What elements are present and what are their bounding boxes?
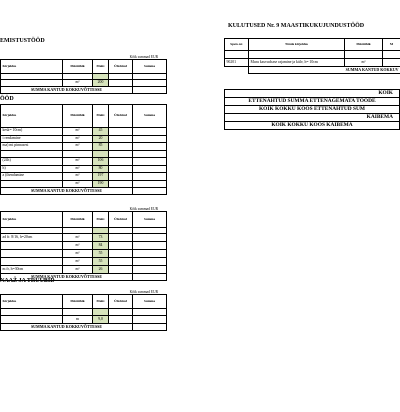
row-unit: m² — [63, 165, 93, 173]
row-qty: 55 — [93, 258, 109, 266]
row-sum — [133, 258, 167, 266]
row-qty — [383, 59, 400, 67]
row-desc — [1, 180, 63, 188]
row-sum — [133, 250, 167, 258]
section-a-total-label: SUMMA KANTUD KOKKUVÕTTESSE — [1, 87, 133, 94]
col-sum-header: Summa — [133, 295, 167, 309]
col-unit-header: Mõõtühik — [63, 60, 93, 74]
row-unit: m² — [63, 180, 93, 188]
row-sum — [133, 316, 167, 324]
row-price[interactable] — [109, 258, 133, 266]
row-price[interactable] — [109, 250, 133, 258]
section-a-note: Kõik summad EUR — [129, 55, 158, 59]
row-desc: m fr, h=30cm — [1, 266, 63, 274]
col-sum-header: Summa — [133, 105, 167, 128]
section-d-note: Kõik summad EUR — [129, 290, 158, 294]
row-qty: 85 — [93, 143, 109, 151]
section-b-total-value — [133, 188, 167, 195]
row-price[interactable] — [109, 150, 133, 158]
summary-vat: KÄIBEMA — [225, 114, 400, 122]
section-b-table — [0, 104, 167, 195]
row-unit: m² — [63, 242, 93, 250]
row-sum — [133, 173, 167, 181]
row-code — [225, 51, 249, 59]
row-sum — [133, 234, 167, 242]
section-b-total-label: SUMMA KANTUD KOKKUVÕTTESSE — [1, 188, 133, 195]
col-desc-header: Kirjeldus — [1, 295, 63, 309]
row-desc: a (ihendamine — [1, 173, 63, 181]
row-price[interactable] — [109, 316, 133, 324]
col-sum-header: Summa — [133, 212, 167, 228]
row-price[interactable] — [109, 80, 133, 87]
row-qty: 84 — [93, 242, 109, 250]
section-c-total-value — [133, 274, 167, 281]
row-unit: m² — [63, 250, 93, 258]
row-sum — [133, 165, 167, 173]
row-desc — [1, 80, 63, 87]
row-qty: 197 — [93, 173, 109, 181]
col-unit-header: Mõõtühik — [63, 295, 93, 309]
section-e-table — [224, 38, 400, 74]
row-unit: m² — [63, 80, 93, 87]
row-price[interactable] — [109, 135, 133, 143]
section-a-title: EMISTUSTÖÖD — [0, 38, 45, 44]
section-e-title: KULUTUSED Nr. 9 MAASTIKUKUJUNDUSTÖÖD — [228, 23, 365, 29]
col-price-header: Ühi.hind — [109, 60, 133, 74]
row-unit: m² — [345, 59, 383, 67]
row-price[interactable] — [109, 180, 133, 188]
row-unit: m² — [63, 143, 93, 151]
col-desc-header: Kirjeldus — [1, 60, 63, 74]
row-qty: 80 — [93, 165, 109, 173]
section-c-note: Kõik summad EUR — [129, 207, 158, 211]
row-desc: h) — [1, 165, 63, 173]
section-d-total-value — [133, 324, 167, 331]
row-price[interactable] — [109, 266, 133, 274]
col-desc-header: Kirjeldus — [1, 212, 63, 228]
row-qty — [383, 51, 400, 59]
col-qty-header: M — [383, 39, 400, 51]
row-unit: m² — [63, 234, 93, 242]
col-code-header: Spets.nr. — [225, 39, 249, 51]
row-unit — [345, 51, 383, 59]
row-unit: m² — [63, 266, 93, 274]
row-qty — [93, 150, 109, 158]
col-qty-header: Maht — [93, 105, 109, 128]
section-a-total-value — [133, 87, 167, 94]
row-qty: 45 — [93, 128, 109, 136]
row-desc: ad fr. 8/16, h=20cm — [1, 234, 63, 242]
col-unit-header: Mõõtühik — [63, 105, 93, 128]
row-unit — [63, 150, 93, 158]
row-qty: 55 — [93, 250, 109, 258]
row-sum — [133, 150, 167, 158]
row-unit: m — [63, 316, 93, 324]
col-unit-header: Mõõtühik — [345, 39, 383, 51]
section-a-table — [0, 59, 167, 94]
row-price[interactable] — [109, 143, 133, 151]
row-desc — [1, 150, 63, 158]
row-qty: 20 — [93, 135, 109, 143]
row-unit: m² — [63, 173, 93, 181]
row-sum — [133, 158, 167, 166]
row-sum — [133, 143, 167, 151]
row-price[interactable] — [109, 173, 133, 181]
col-price-header: Ühi.hind — [109, 212, 133, 228]
row-sum — [133, 128, 167, 136]
section-d-total-label: SUMMA KANTUD KOKKUVÕTTESSE — [1, 324, 133, 331]
row-unit: m² — [63, 258, 93, 266]
row-desc: ma) mt pinnasest — [1, 143, 63, 151]
col-unit-header: Mõõtühik — [63, 212, 93, 228]
col-price-header: Ühi.hind — [109, 295, 133, 309]
row-code: 90201 — [225, 59, 249, 67]
row-qty: 26 — [93, 266, 109, 274]
row-qty: 106 — [93, 158, 109, 166]
col-desc-header: Kirjeldus — [1, 105, 63, 128]
row-unit: m² — [63, 128, 93, 136]
section-b-title: ÖÖD — [0, 96, 14, 102]
row-unit: m² — [63, 135, 93, 143]
row-sum — [133, 180, 167, 188]
row-desc: (24h) — [1, 158, 63, 166]
summary-total: KÕIK — [225, 90, 400, 98]
col-qty-header: Maht — [93, 212, 109, 228]
row-desc: kesk= 10cm) — [1, 128, 63, 136]
row-sum — [133, 135, 167, 143]
row-desc — [249, 51, 345, 59]
row-qty: 200 — [93, 80, 109, 87]
section-e-total-label: SUMMA KANTUD KOKKUV — [249, 67, 400, 74]
row-desc — [1, 242, 63, 250]
row-qty: 73 — [93, 234, 109, 242]
row-price[interactable] — [109, 165, 133, 173]
row-unit: m² — [63, 158, 93, 166]
section-d-table — [0, 294, 167, 331]
section-c-table — [0, 211, 167, 281]
col-sum-header: Summa — [133, 60, 167, 74]
row-qty: 190 — [93, 180, 109, 188]
row-desc — [1, 250, 63, 258]
row-sum — [133, 80, 167, 87]
row-desc: Muru kasvuchase rajamine ja külv, h= 10cm — [249, 59, 345, 67]
row-price[interactable] — [109, 158, 133, 166]
col-qty-header: Maht — [93, 295, 109, 309]
col-price-header: Ühi.hind — [109, 105, 133, 128]
summary-table — [224, 89, 400, 130]
summary-contingency: ETTENÄHTUD SUMMA ETTENÄGEMATA TÖÖDE — [225, 98, 400, 106]
row-price[interactable] — [109, 128, 133, 136]
row-qty: 9,0 — [93, 316, 109, 324]
row-desc: i rendamine — [1, 135, 63, 143]
row-desc — [1, 258, 63, 266]
row-price[interactable] — [109, 242, 133, 250]
section-d-title: NAAŽ JA TRUUBID — [0, 278, 55, 284]
row-price[interactable] — [109, 234, 133, 242]
row-desc — [1, 316, 63, 324]
section-c-total-label: SUMMA KANTUD KOKKUVÕTTESSE — [1, 274, 133, 281]
col-desc-header: Tööde kirjeldus — [249, 39, 345, 51]
col-qty-header: Maht — [93, 60, 109, 74]
row-sum — [133, 266, 167, 274]
summary-grand-total: KÕIK KOKKU KOOS KÄIBEMA — [225, 122, 400, 130]
summary-total-with-contingency: KÕIK KOKKU KOOS ETTENÄHTUD SUM — [225, 106, 400, 114]
row-sum — [133, 242, 167, 250]
